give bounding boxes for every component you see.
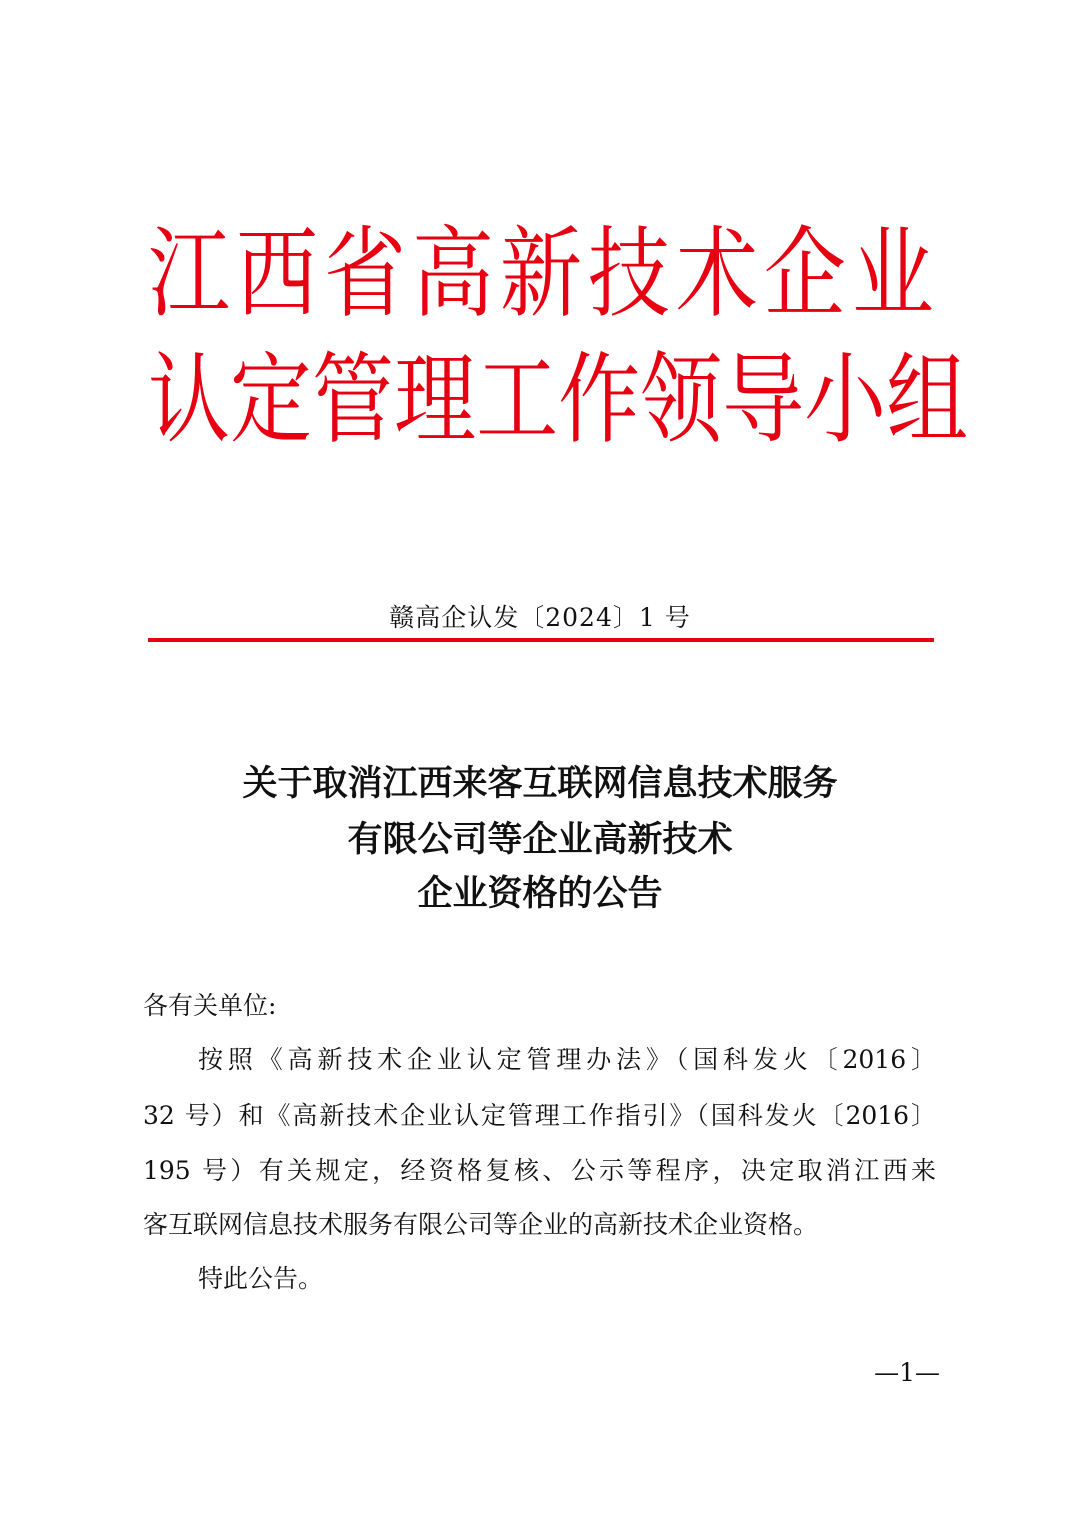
header-char: 企: [763, 217, 846, 332]
salutation: 各有关单位:: [143, 991, 277, 1020]
header-char: 认: [148, 343, 231, 458]
notice-title-line-1: 关于取消江西来客互联网信息技术服务: [242, 764, 838, 804]
red-divider-rule: [148, 638, 934, 642]
notice-title-line-2: 有限公司等企业高新技术: [347, 820, 733, 860]
header-char: 技: [587, 217, 670, 332]
header-char: 高: [411, 217, 494, 332]
header-char: 新: [499, 217, 582, 332]
header-char: 工: [476, 343, 559, 458]
paragraph-line: 195 号）有关规定，经资格复核、公示等程序，决定取消江西来: [143, 1156, 936, 1185]
header-char: 理: [394, 343, 477, 458]
header-char: 业: [851, 217, 934, 332]
header-char: 江: [148, 217, 231, 332]
header-char: 管: [312, 343, 395, 458]
header-char: 组: [886, 343, 969, 458]
page-number: —1—: [874, 1358, 940, 1387]
header-char: 领: [640, 343, 723, 458]
header-char: 术: [675, 217, 758, 332]
document-number: 赣高企认发〔2024〕1 号: [389, 603, 691, 632]
header-char: 西: [235, 217, 318, 332]
closing-line: 特此公告。: [198, 1264, 324, 1293]
header-char: 省: [323, 217, 406, 332]
header-char: 作: [558, 343, 641, 458]
paragraph-line: 32 号）和《高新技术企业认定管理工作指引》（国科发火〔2016〕: [143, 1101, 936, 1130]
issuer-header-line-1: [148, 217, 934, 332]
header-char: 导: [722, 343, 805, 458]
notice-title-line-3: 企业资格的公告: [417, 874, 663, 914]
header-char: 小: [804, 343, 887, 458]
issuer-header-line-2: [148, 343, 969, 458]
paragraph-line: 按照《高新技术企业认定管理办法》（国科发火〔2016〕: [198, 1045, 936, 1074]
paragraph-line: 客互联网信息技术服务有限公司等企业的高新技术企业资格。: [143, 1210, 819, 1239]
header-char: 定: [230, 343, 313, 458]
